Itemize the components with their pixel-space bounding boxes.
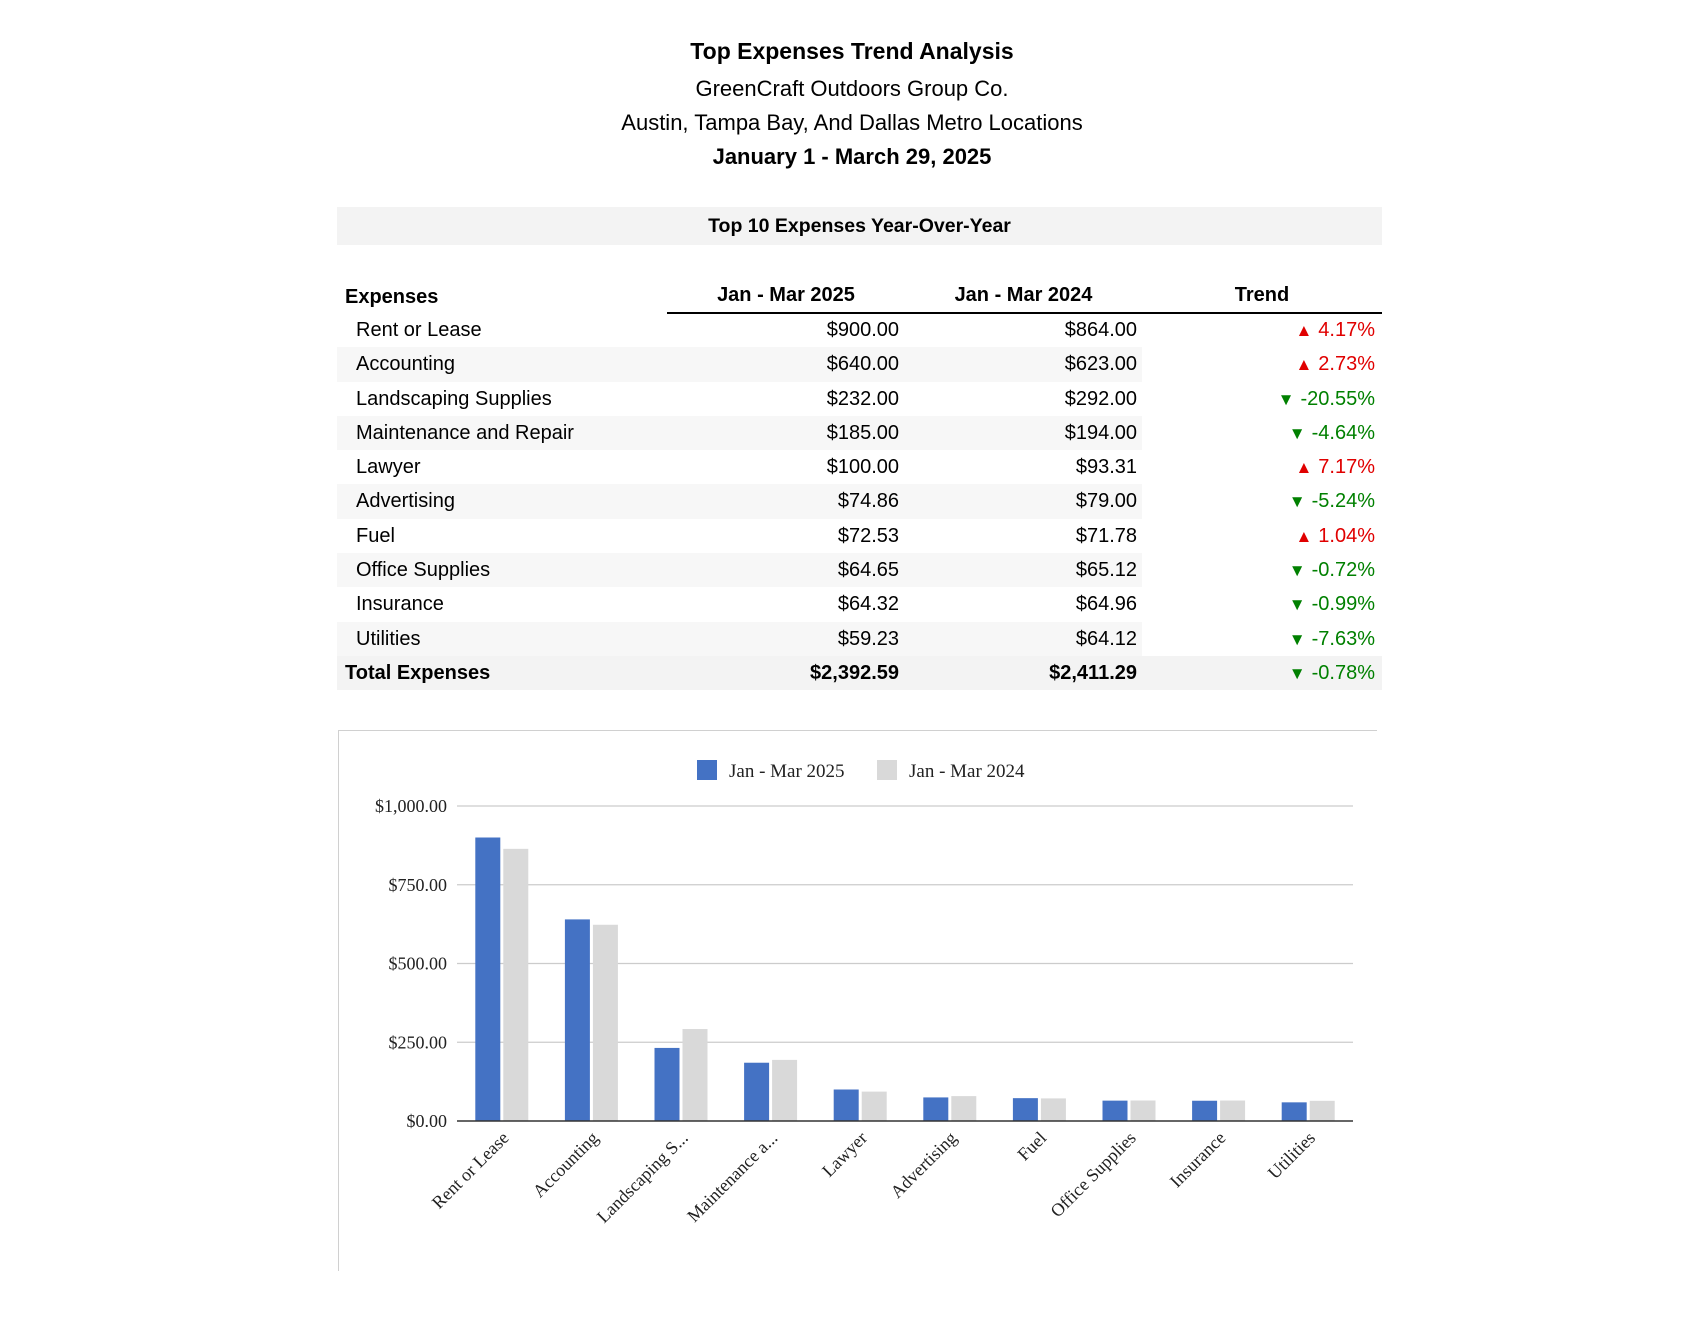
bar-chart xyxy=(338,730,1377,1271)
bar-prior xyxy=(951,1096,976,1121)
prior-amount: $623.00 xyxy=(1064,353,1137,376)
prior-amount: $64.12 xyxy=(1075,627,1137,650)
trend-value xyxy=(1289,416,1375,451)
current-amount: $185.00 xyxy=(826,421,899,444)
current-amount: $640.00 xyxy=(826,353,899,376)
col-header-prior: Jan - Mar 2024 xyxy=(954,284,1093,306)
locations-subtitle: Austin, Tampa Bay, And Dallas Metro Locations xyxy=(621,110,1083,135)
expense-name: Fuel xyxy=(356,524,395,547)
table-header xyxy=(337,278,1382,313)
expense-name: Rent or Lease xyxy=(356,319,482,341)
trend-down-icon: ▼ xyxy=(1277,389,1295,409)
trend-value xyxy=(1295,347,1375,382)
bar-current xyxy=(923,1097,948,1121)
legend-swatch-prior xyxy=(877,760,897,780)
bar-current xyxy=(565,919,590,1121)
trend-percent: -0.72% xyxy=(1311,559,1375,582)
trend-percent: 7.17% xyxy=(1318,456,1375,479)
prior-amount: $194.00 xyxy=(1064,421,1137,444)
table-body xyxy=(337,313,1382,690)
bar-prior xyxy=(1041,1098,1066,1121)
chart-svg xyxy=(339,731,1377,1271)
legend-label: Jan - Mar 2025 xyxy=(729,761,845,782)
trend-percent: -7.63% xyxy=(1311,627,1375,650)
x-tick-label: Office Supplies xyxy=(1046,1127,1140,1222)
current-amount: $900.00 xyxy=(826,319,899,341)
expense-name: Landscaping Supplies xyxy=(356,387,552,410)
x-tick-label: Advertising xyxy=(886,1127,961,1202)
trend-percent: -4.64% xyxy=(1311,421,1375,444)
trend-up-icon: ▲ xyxy=(1295,526,1313,546)
x-tick-label: Insurance xyxy=(1165,1127,1230,1192)
trend-percent: -0.99% xyxy=(1311,593,1375,616)
trend-percent: -20.55% xyxy=(1300,387,1375,410)
trend-up-icon: ▲ xyxy=(1295,321,1313,340)
trend-up-icon: ▲ xyxy=(1295,355,1313,375)
trend-percent: 1.04% xyxy=(1318,524,1375,547)
bar-prior xyxy=(1131,1100,1156,1121)
trend-value xyxy=(1278,382,1375,417)
expense-name: Total Expenses xyxy=(345,661,491,684)
x-tick-label: Lawyer xyxy=(818,1127,872,1181)
x-tick-label: Landscaping S... xyxy=(592,1127,692,1227)
bar-prior xyxy=(1220,1101,1245,1121)
bar-prior xyxy=(593,925,618,1121)
table-row xyxy=(337,416,1382,450)
bar-current xyxy=(834,1090,859,1122)
expense-name: Maintenance and Repair xyxy=(356,421,574,444)
bar-current xyxy=(1103,1101,1128,1121)
trend-value xyxy=(1295,519,1375,554)
table-row xyxy=(337,382,1382,416)
expense-name: Advertising xyxy=(356,490,455,513)
trend-down-icon: ▼ xyxy=(1288,492,1306,512)
prior-amount: $79.00 xyxy=(1075,490,1137,513)
current-amount: $232.00 xyxy=(826,387,899,410)
trend-down-icon: ▼ xyxy=(1288,423,1306,443)
current-amount: $72.53 xyxy=(837,524,899,547)
trend-value xyxy=(1289,553,1375,588)
current-amount: $74.86 xyxy=(837,490,899,513)
trend-percent: 4.17% xyxy=(1318,319,1375,341)
trend-value xyxy=(1295,450,1375,485)
y-tick-label: $750.00 xyxy=(388,874,447,895)
trend-value xyxy=(1295,313,1375,348)
table-row xyxy=(337,313,1382,347)
prior-amount: $292.00 xyxy=(1064,387,1137,410)
y-tick-label: $1,000.00 xyxy=(375,796,447,816)
y-tick-label: $500.00 xyxy=(388,953,447,974)
trend-percent: 2.73% xyxy=(1318,353,1375,376)
prior-amount: $864.00 xyxy=(1064,319,1137,341)
company-name: GreenCraft Outdoors Group Co. xyxy=(695,76,1009,101)
table-row xyxy=(337,553,1382,587)
expense-name: Utilities xyxy=(356,627,421,650)
prior-amount: $2,411.29 xyxy=(1049,661,1137,684)
y-tick-label: $0.00 xyxy=(406,1111,447,1131)
trend-value xyxy=(1289,656,1375,691)
expense-name: Insurance xyxy=(356,593,444,616)
bar-prior xyxy=(503,849,528,1121)
total-row xyxy=(337,656,1382,690)
legend-label: Jan - Mar 2024 xyxy=(909,761,1025,782)
x-tick-label: Rent or Lease xyxy=(427,1127,513,1213)
trend-down-icon: ▼ xyxy=(1288,561,1306,581)
legend-swatch-current xyxy=(697,760,717,780)
table-row xyxy=(337,450,1382,484)
table-row xyxy=(337,484,1382,518)
date-range: January 1 - March 29, 2025 xyxy=(712,144,992,169)
col-header-expenses: Expenses xyxy=(345,286,439,308)
x-tick-label: Utilities xyxy=(1263,1127,1320,1183)
trend-down-icon: ▼ xyxy=(1288,629,1306,649)
x-tick-label: Maintenance a... xyxy=(683,1127,782,1226)
bar-prior xyxy=(862,1092,887,1121)
bar-current xyxy=(1282,1102,1307,1121)
bar-current xyxy=(1013,1098,1038,1121)
x-tick-label: Fuel xyxy=(1013,1127,1051,1165)
table-row xyxy=(337,587,1382,621)
y-tick-label: $250.00 xyxy=(388,1032,447,1053)
bar-prior xyxy=(683,1029,708,1121)
trend-up-icon: ▲ xyxy=(1295,458,1313,478)
bar-prior xyxy=(772,1060,797,1121)
trend-value xyxy=(1289,622,1375,657)
bar-current xyxy=(744,1063,769,1121)
col-header-trend: Trend xyxy=(1234,284,1290,306)
current-amount: $2,392.59 xyxy=(810,661,899,684)
expense-name: Accounting xyxy=(356,353,455,376)
bar-current xyxy=(1192,1101,1217,1121)
prior-amount: $64.96 xyxy=(1075,593,1137,616)
trend-value xyxy=(1289,587,1375,622)
prior-amount: $71.78 xyxy=(1075,524,1137,547)
table-row xyxy=(337,622,1382,656)
col-header-current: Jan - Mar 2025 xyxy=(717,284,855,306)
current-amount: $100.00 xyxy=(826,456,899,479)
table-row xyxy=(337,347,1382,381)
current-amount: $64.32 xyxy=(837,593,899,616)
prior-amount: $65.12 xyxy=(1075,559,1137,582)
expenses-table xyxy=(337,278,1382,690)
trend-down-icon: ▼ xyxy=(1288,663,1306,683)
expense-name: Office Supplies xyxy=(356,559,491,582)
trend-down-icon: ▼ xyxy=(1288,595,1306,615)
bar-prior xyxy=(1310,1101,1335,1121)
current-amount: $64.65 xyxy=(837,559,899,582)
trend-value xyxy=(1289,484,1375,519)
table-row xyxy=(337,519,1382,553)
expense-name: Lawyer xyxy=(356,456,421,479)
trend-percent: -5.24% xyxy=(1311,490,1375,513)
trend-percent: -0.78% xyxy=(1311,661,1375,684)
report-title: Top Expenses Trend Analysis xyxy=(690,38,1014,64)
bar-current xyxy=(655,1048,680,1121)
x-tick-label: Accounting xyxy=(528,1127,603,1202)
prior-amount: $93.31 xyxy=(1075,456,1137,479)
current-amount: $59.23 xyxy=(837,627,899,650)
bar-current xyxy=(475,838,500,1122)
section-title: Top 10 Expenses Year-Over-Year xyxy=(337,207,1382,245)
